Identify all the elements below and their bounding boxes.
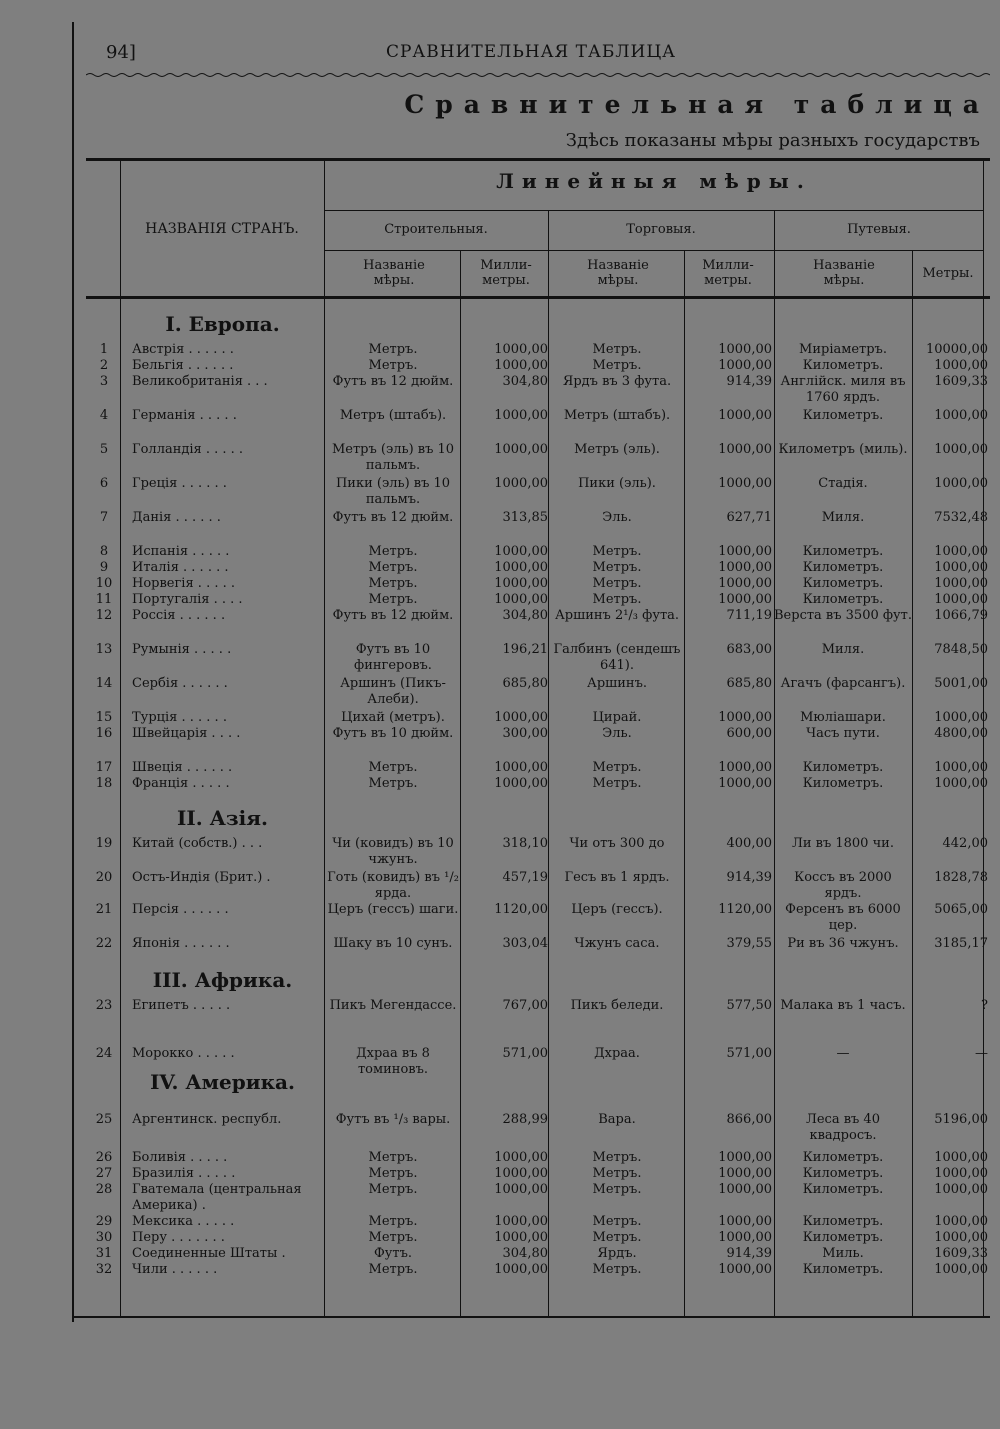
building-measure-name: Готь (ковидъ) въ ¹/₂ ярда. xyxy=(327,870,459,901)
row-number: 8 xyxy=(99,544,109,559)
country-name: Испанія . . . . . xyxy=(132,544,230,559)
building-measure-name: Метръ. xyxy=(368,358,418,373)
road-measure-m: 1000,00 xyxy=(934,476,988,491)
building-measure-name: Метръ. xyxy=(368,342,418,357)
road-measure-name: Ри въ 36 чжунъ. xyxy=(787,936,899,951)
country-name: Франція . . . . . xyxy=(132,776,230,791)
row-number: 13 xyxy=(95,642,113,657)
trade-measure-mm: 683,00 xyxy=(726,642,772,657)
road-measure-name: Километръ. xyxy=(802,408,884,423)
trade-measure-name: Вара. xyxy=(598,1112,636,1127)
trade-measure-mm: 1000,00 xyxy=(718,560,772,575)
road-measure-name: Километръ. xyxy=(802,1262,884,1277)
road-measure-m: ? xyxy=(981,998,988,1013)
road-measure-m: 7532,48 xyxy=(934,510,988,525)
building-measure-name: Футъ въ 10 фингеровъ. xyxy=(354,642,432,673)
building-measure-name: Метръ (штабъ). xyxy=(339,408,447,423)
trade-measure-mm: 1000,00 xyxy=(718,760,772,775)
country-name: Великобританія . . . xyxy=(132,374,268,389)
trade-measure-name: Метръ. xyxy=(592,1166,642,1181)
country-name: Австрія . . . . . . xyxy=(132,342,234,357)
road-measure-name: Леса въ 40 квадросъ. xyxy=(806,1112,880,1143)
trade-measure-name: Ярдъ. xyxy=(597,1246,637,1261)
road-measure-name: Миля. xyxy=(821,642,865,657)
row-number: 24 xyxy=(95,1046,113,1061)
trade-measure-mm: 600,00 xyxy=(726,726,772,741)
trade-measure-mm: 1000,00 xyxy=(718,476,772,491)
building-measure-mm: 571,00 xyxy=(502,1046,548,1061)
section-title: I. Европа. xyxy=(165,312,280,336)
country-name: Боливія . . . . . xyxy=(132,1150,228,1165)
trade-measure-name: Пикъ беледи. xyxy=(570,998,664,1013)
building-measure-mm: 288,99 xyxy=(502,1112,548,1127)
subheader: Милли-метры. xyxy=(702,258,754,288)
building-measure-name: Футъ. xyxy=(373,1246,413,1261)
row-number: 32 xyxy=(95,1262,113,1277)
row-number: 18 xyxy=(95,776,113,791)
trade-measure-name: Церъ (гессъ). xyxy=(571,902,663,917)
trade-measure-mm: 400,00 xyxy=(726,836,772,851)
subheader: Милли-метры. xyxy=(480,258,532,288)
trade-measure-mm: 577,50 xyxy=(726,998,772,1013)
trade-measure-mm: 1120,00 xyxy=(718,902,772,917)
building-measure-mm: 767,00 xyxy=(502,998,548,1013)
trade-measure-mm: 685,80 xyxy=(726,676,772,691)
building-measure-mm: 300,00 xyxy=(502,726,548,741)
section-title: II. Азія. xyxy=(176,806,269,830)
building-measure-name: Метръ. xyxy=(368,760,418,775)
building-measure-mm: 1000,00 xyxy=(494,1166,548,1181)
country-name: Чили . . . . . . xyxy=(132,1262,218,1277)
building-measure-name: Шаку въ 10 сунъ. xyxy=(333,936,453,951)
building-measure-mm: 304,80 xyxy=(502,1246,548,1261)
trade-measure-mm: 1000,00 xyxy=(718,1182,772,1197)
road-measure-m: 442,00 xyxy=(942,836,988,851)
row-number: 12 xyxy=(95,608,113,623)
road-measure-m: 1828,78 xyxy=(934,870,988,885)
row-number: 25 xyxy=(95,1112,113,1127)
road-measure-m: 1000,00 xyxy=(934,1182,988,1197)
row-number: 2 xyxy=(99,358,109,373)
road-measure-name: Миріаметръ. xyxy=(799,342,887,357)
road-measure-name: Агачъ (фарсангъ). xyxy=(780,676,906,691)
building-measure-name: Метръ. xyxy=(368,776,418,791)
subheader: Названіе мѣры. xyxy=(587,258,649,288)
country-name: Сербія . . . . . . xyxy=(132,676,228,691)
country-name: Германія . . . . . xyxy=(132,408,237,423)
subtitle: Здѣсь показаны мѣры разныхъ государствъ xyxy=(565,130,980,151)
page-number: 94] xyxy=(106,42,136,63)
section-title: III. Африка. xyxy=(152,968,293,992)
building-measure-mm: 318,10 xyxy=(502,836,548,851)
road-measure-m: 1000,00 xyxy=(934,710,988,725)
road-measure-name: Часъ пути. xyxy=(806,726,880,741)
building-measure-name: Футъ въ 10 дюйм. xyxy=(332,726,454,741)
road-measure-m: — xyxy=(975,1046,988,1061)
building-measure-mm: 1000,00 xyxy=(494,358,548,373)
road-measure-m: 1000,00 xyxy=(934,358,988,373)
road-measure-m: 1609,33 xyxy=(934,1246,988,1261)
building-measure-mm: 1000,00 xyxy=(494,1262,548,1277)
road-measure-name: Километръ. xyxy=(802,544,884,559)
row-number: 9 xyxy=(99,560,109,575)
row-number: 3 xyxy=(99,374,109,389)
building-measure-mm: 1000,00 xyxy=(494,408,548,423)
road-measure-m: 1000,00 xyxy=(934,1214,988,1229)
building-measure-mm: 1000,00 xyxy=(494,560,548,575)
trade-measure-name: Метръ. xyxy=(592,1182,642,1197)
building-measure-mm: 1120,00 xyxy=(494,902,548,917)
building-measure-mm: 1000,00 xyxy=(494,1230,548,1245)
row-number: 20 xyxy=(95,870,113,885)
building-measure-name: Метръ. xyxy=(368,1150,418,1165)
row-number: 5 xyxy=(99,442,109,457)
subheader: Названіе мѣры. xyxy=(813,258,875,288)
countries-header: НАЗВАНІЯ СТРАНЪ. xyxy=(145,221,299,237)
page-left-rule xyxy=(72,22,74,1322)
trade-measure-name: Пики (эль). xyxy=(578,476,656,491)
road-measure-m: 1000,00 xyxy=(934,408,988,423)
wavy-divider xyxy=(86,72,990,78)
subheader: Метры. xyxy=(922,266,974,281)
building-measure-name: Метръ. xyxy=(368,1182,418,1197)
running-head xyxy=(72,42,990,70)
road-measure-name: — xyxy=(836,1046,850,1061)
building-measure-mm: 1000,00 xyxy=(494,442,548,457)
row-number: 4 xyxy=(99,408,109,423)
country-name: Соединенные Штаты . xyxy=(132,1246,286,1261)
road-measure-name: Километръ (миль). xyxy=(778,442,908,457)
trade-measure-name: Метръ. xyxy=(592,576,642,591)
country-name: Египетъ . . . . . xyxy=(132,998,231,1013)
trade-measure-name: Метръ. xyxy=(592,1230,642,1245)
building-measure-mm: 1000,00 xyxy=(494,544,548,559)
trade-measure-name: Аршинъ. xyxy=(587,676,647,691)
trade-measure-mm: 1000,00 xyxy=(718,544,772,559)
road-measure-m: 1000,00 xyxy=(934,544,988,559)
road-measure-name: Километръ. xyxy=(802,1150,884,1165)
row-number: 31 xyxy=(95,1246,113,1261)
building-measure-mm: 1000,00 xyxy=(494,776,548,791)
road-measure-m: 1000,00 xyxy=(934,560,988,575)
road-measure-m: 1000,00 xyxy=(934,760,988,775)
country-name: Португалія . . . . xyxy=(132,592,243,607)
row-number: 11 xyxy=(95,592,113,607)
road-measure-m: 1000,00 xyxy=(934,1150,988,1165)
trade-measure-name: Метръ. xyxy=(592,342,642,357)
road-measure-name: Километръ. xyxy=(802,1166,884,1181)
road-measure-m: 1000,00 xyxy=(934,1166,988,1181)
building-measure-mm: 313,85 xyxy=(502,510,548,525)
column-rule xyxy=(548,210,549,1316)
trade-measure-name: Метръ. xyxy=(592,1150,642,1165)
country-name: Бельгія . . . . . . xyxy=(132,358,234,373)
row-number: 27 xyxy=(95,1166,113,1181)
building-measure-name: Аршинъ (Пикъ-Алеби). xyxy=(340,676,446,707)
road-measure-m: 1000,00 xyxy=(934,776,988,791)
road-measure-m: 1066,79 xyxy=(934,608,988,623)
building-measure-name: Футъ въ 12 дюйм. xyxy=(332,374,454,389)
road-measure-name: Километръ. xyxy=(802,760,884,775)
building-measure-mm: 457,19 xyxy=(502,870,548,885)
country-name: Россія . . . . . . xyxy=(132,608,226,623)
road-measure-name: Ли въ 1800 чи. xyxy=(792,836,894,851)
road-measure-name: Англійск. миля въ 1760 ярдъ. xyxy=(780,374,906,405)
country-name: Китай (собств.) . . . xyxy=(132,836,263,851)
road-measure-m: 5001,00 xyxy=(934,676,988,691)
country-name: Бразилія . . . . . xyxy=(132,1166,236,1181)
road-measure-name: Миль. xyxy=(822,1246,864,1261)
table-bottom-rule xyxy=(72,1316,990,1318)
building-measure-mm: 1000,00 xyxy=(494,476,548,491)
road-measure-m: 5065,00 xyxy=(934,902,988,917)
road-measure-name: Километръ. xyxy=(802,576,884,591)
road-measure-m: 10000,00 xyxy=(925,342,988,357)
country-name: Остъ-Индія (Брит.) . xyxy=(132,870,271,885)
row-number: 21 xyxy=(95,902,113,917)
trade-measure-name: Чжунъ саса. xyxy=(574,936,660,951)
country-name: Швейцарія . . . . xyxy=(132,726,241,741)
document-page xyxy=(72,22,990,1322)
road-measure-name: Миля. xyxy=(821,510,865,525)
building-measure-mm: 1000,00 xyxy=(494,1150,548,1165)
trade-measure-name: Метръ (эль). xyxy=(574,442,660,457)
subheader: Названіе мѣры. xyxy=(363,258,425,288)
building-measure-name: Метръ. xyxy=(368,560,418,575)
building-measure-name: Метръ. xyxy=(368,544,418,559)
road-measure-m: 1000,00 xyxy=(934,592,988,607)
country-name: Швеція . . . . . . xyxy=(132,760,233,775)
trade-measure-name: Метръ. xyxy=(592,358,642,373)
trade-measure-name: Метръ. xyxy=(592,592,642,607)
trade-measure-mm: 1000,00 xyxy=(718,1262,772,1277)
trade-measure-mm: 1000,00 xyxy=(718,592,772,607)
building-measure-mm: 1000,00 xyxy=(494,592,548,607)
road-measure-name: Километръ. xyxy=(802,358,884,373)
category-header: Путевыя. xyxy=(847,222,911,237)
building-measure-name: Метръ. xyxy=(368,1262,418,1277)
trade-measure-name: Метръ. xyxy=(592,776,642,791)
row-number: 16 xyxy=(95,726,113,741)
building-measure-name: Футъ въ ¹/₃ вары. xyxy=(335,1112,451,1127)
country-name: Морокко . . . . . xyxy=(132,1046,235,1061)
country-name: Японія . . . . . . xyxy=(132,936,230,951)
building-measure-name: Футъ въ 12 дюйм. xyxy=(332,608,454,623)
building-measure-mm: 1000,00 xyxy=(494,710,548,725)
category-header: Торговыя. xyxy=(626,222,696,237)
road-measure-name: Мюліашари. xyxy=(800,710,886,725)
group-header-rule xyxy=(324,210,984,211)
trade-measure-mm: 1000,00 xyxy=(718,408,772,423)
table-top-rule xyxy=(86,158,990,161)
trade-measure-name: Метръ (штабъ). xyxy=(563,408,671,423)
row-number: 14 xyxy=(95,676,113,691)
country-name: Данія . . . . . . xyxy=(132,510,221,525)
category-rule xyxy=(324,250,984,251)
building-measure-mm: 304,80 xyxy=(502,608,548,623)
trade-measure-mm: 1000,00 xyxy=(718,710,772,725)
road-measure-m: 1000,00 xyxy=(934,442,988,457)
road-measure-m: 5196,00 xyxy=(934,1112,988,1127)
trade-measure-mm: 1000,00 xyxy=(718,342,772,357)
building-measure-name: Метръ (эль) въ 10 пальмъ. xyxy=(331,442,455,473)
trade-measure-name: Аршинъ 2¹/₃ фута. xyxy=(554,608,680,623)
trade-measure-name: Чи отъ 300 до xyxy=(569,836,665,851)
road-measure-name: Ферсенъ въ 6000 цер. xyxy=(785,902,901,933)
trade-measure-name: Метръ. xyxy=(592,1262,642,1277)
road-measure-name: Километръ. xyxy=(802,1182,884,1197)
building-measure-name: Метръ. xyxy=(368,576,418,591)
building-measure-mm: 303,04 xyxy=(502,936,548,951)
building-measure-name: Метръ. xyxy=(368,592,418,607)
trade-measure-name: Дхраа. xyxy=(594,1046,640,1061)
building-measure-mm: 685,80 xyxy=(502,676,548,691)
section-title: IV. Америка. xyxy=(150,1070,295,1094)
trade-measure-name: Цирай. xyxy=(592,710,642,725)
building-measure-name: Метръ. xyxy=(368,1230,418,1245)
road-measure-m: 1609,33 xyxy=(934,374,988,389)
trade-measure-mm: 1000,00 xyxy=(718,1150,772,1165)
trade-measure-mm: 1000,00 xyxy=(718,1214,772,1229)
building-measure-name: Пикъ Мегендассе. xyxy=(329,998,457,1013)
building-measure-mm: 304,80 xyxy=(502,374,548,389)
row-number: 26 xyxy=(95,1150,113,1165)
road-measure-m: 1000,00 xyxy=(934,1230,988,1245)
country-name: Мексика . . . . . xyxy=(132,1214,235,1229)
country-name: Аргентинск. республ. xyxy=(132,1112,282,1127)
country-name: Голландія . . . . . xyxy=(132,442,244,457)
country-name: Италія . . . . . . xyxy=(132,560,229,575)
building-measure-name: Дхраа въ 8 томиновъ. xyxy=(356,1046,430,1077)
road-measure-name: Километръ. xyxy=(802,1230,884,1245)
trade-measure-mm: 1000,00 xyxy=(718,1166,772,1181)
row-number: 29 xyxy=(95,1214,113,1229)
road-measure-name: Верста въ 3500 фут. xyxy=(774,608,913,623)
building-measure-name: Цихай (метръ). xyxy=(341,710,445,725)
trade-measure-name: Ярдъ въ 3 фута. xyxy=(562,374,672,389)
road-measure-name: Стадія. xyxy=(818,476,868,491)
row-number: 30 xyxy=(95,1230,113,1245)
road-measure-m: 7848,50 xyxy=(934,642,988,657)
trade-measure-name: Метръ. xyxy=(592,544,642,559)
country-name: Персія . . . . . . xyxy=(132,902,229,917)
building-measure-name: Футъ въ 12 дюйм. xyxy=(332,510,454,525)
row-number: 6 xyxy=(99,476,109,491)
trade-measure-name: Гесъ въ 1 ярдъ. xyxy=(564,870,670,885)
road-measure-m: 3185,17 xyxy=(934,936,988,951)
row-number: 22 xyxy=(95,936,113,951)
building-measure-name: Пики (эль) въ 10 пальмъ. xyxy=(335,476,451,507)
building-measure-mm: 196,21 xyxy=(502,642,548,657)
building-measure-name: Метръ. xyxy=(368,1166,418,1181)
trade-measure-mm: 914,39 xyxy=(726,870,772,885)
row-number: 1 xyxy=(99,342,109,357)
row-number: 7 xyxy=(99,510,109,525)
trade-measure-name: Эль. xyxy=(602,726,632,741)
country-name: Гватемала (центральная Америка) . xyxy=(132,1182,302,1213)
trade-measure-mm: 866,00 xyxy=(726,1112,772,1127)
country-name: Норвегія . . . . . xyxy=(132,576,235,591)
row-number: 17 xyxy=(95,760,113,775)
main-title: Сравнительная таблица xyxy=(404,90,990,119)
trade-measure-mm: 1000,00 xyxy=(718,1230,772,1245)
building-measure-mm: 1000,00 xyxy=(494,760,548,775)
trade-measure-mm: 627,71 xyxy=(726,510,772,525)
building-measure-name: Чи (ковидъ) въ 10 чжунъ. xyxy=(332,836,454,867)
building-measure-name: Метръ. xyxy=(368,1214,418,1229)
trade-measure-name: Галбинъ (сендешъ 641). xyxy=(553,642,681,673)
building-measure-name: Церъ (гессъ) шаги. xyxy=(327,902,459,917)
row-number: 23 xyxy=(95,998,113,1013)
trade-measure-name: Метръ. xyxy=(592,1214,642,1229)
road-measure-name: Малака въ 1 часъ. xyxy=(780,998,906,1013)
trade-measure-mm: 1000,00 xyxy=(718,358,772,373)
group-header: Линейныя мѣры. xyxy=(496,169,812,193)
trade-measure-mm: 914,39 xyxy=(726,1246,772,1261)
trade-measure-mm: 711,19 xyxy=(726,608,772,623)
trade-measure-mm: 571,00 xyxy=(726,1046,772,1061)
road-measure-name: Коссъ въ 2000 ярдъ. xyxy=(794,870,892,901)
road-measure-name: Километръ. xyxy=(802,776,884,791)
building-measure-mm: 1000,00 xyxy=(494,576,548,591)
row-number: 15 xyxy=(95,710,113,725)
trade-measure-mm: 1000,00 xyxy=(718,442,772,457)
trade-measure-mm: 1000,00 xyxy=(718,776,772,791)
row-number: 19 xyxy=(95,836,113,851)
trade-measure-name: Метръ. xyxy=(592,560,642,575)
road-measure-m: 1000,00 xyxy=(934,576,988,591)
category-header: Строительныя. xyxy=(384,222,488,237)
country-name: Греція . . . . . . xyxy=(132,476,227,491)
country-name: Турція . . . . . . xyxy=(132,710,227,725)
country-name: Румынія . . . . . xyxy=(132,642,232,657)
road-measure-name: Километръ. xyxy=(802,592,884,607)
building-measure-mm: 1000,00 xyxy=(494,1214,548,1229)
row-number: 28 xyxy=(95,1182,113,1197)
road-measure-m: 1000,00 xyxy=(934,1262,988,1277)
running-title: СРАВНИТЕЛЬНАЯ ТАБЛИЦА xyxy=(385,42,677,62)
trade-measure-mm: 1000,00 xyxy=(718,576,772,591)
trade-measure-name: Метръ. xyxy=(592,760,642,775)
building-measure-mm: 1000,00 xyxy=(494,1182,548,1197)
trade-measure-name: Эль. xyxy=(602,510,632,525)
road-measure-m: 4800,00 xyxy=(934,726,988,741)
row-number: 10 xyxy=(95,576,113,591)
country-name: Перу . . . . . . . xyxy=(132,1230,225,1245)
header-bottom-rule xyxy=(86,296,990,299)
road-measure-name: Километръ. xyxy=(802,560,884,575)
trade-measure-mm: 914,39 xyxy=(726,374,772,389)
road-measure-name: Километръ. xyxy=(802,1214,884,1229)
building-measure-mm: 1000,00 xyxy=(494,342,548,357)
trade-measure-mm: 379,55 xyxy=(726,936,772,951)
